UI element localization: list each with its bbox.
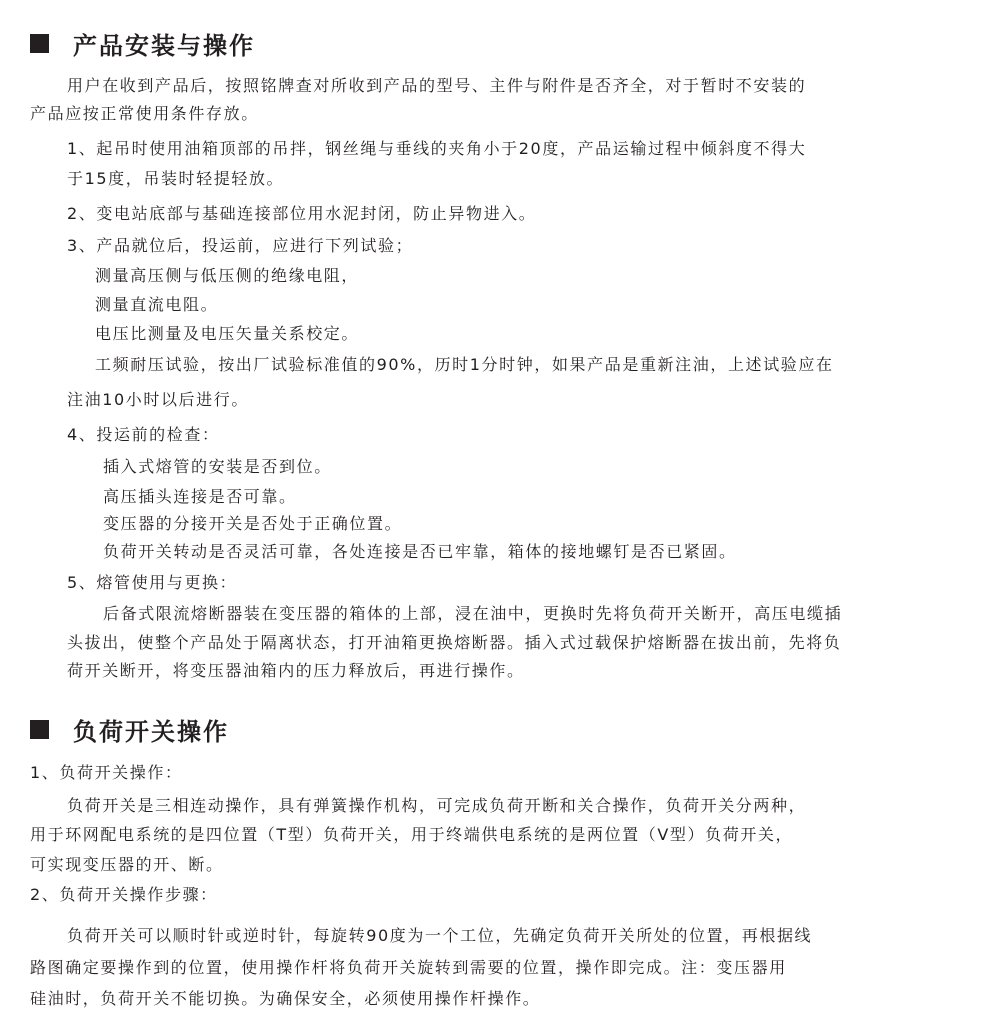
item-head: 4、投运前的检查： — [67, 425, 220, 444]
item-head: 1、负荷开关操作： — [30, 763, 183, 782]
item-para: 工频耐压试验，按出厂试验标准值的90%，历时1分时钟，如果产品是重新注油，上述试验应在 — [95, 355, 834, 374]
item-para: 负荷开关是三相连动操作，具有弹簧操作机构，可完成负荷开断和关合操作，负荷开关分两种， — [67, 796, 807, 815]
item-para: 后备式限流熔断器装在变压器的箱体的上部，浸在油中，更换时先将负荷开关断开，高压电缆插 — [103, 604, 843, 623]
item-para: 注油10小时以后进行。 — [67, 390, 249, 409]
section-heading-switch — [30, 714, 229, 744]
item-line: 2、变电站底部与基础连接部位用水泥封闭，防止异物进入。 — [67, 204, 537, 223]
item-subline: 电压比测量及电压矢量关系校定。 — [95, 324, 360, 343]
item-para: 用于环网配电系统的是四位置（T型）负荷开关，用于终端供电系统的是两位置（V型）负荷开关， — [30, 825, 794, 844]
heading-square-icon — [30, 34, 49, 53]
item-subline: 测量直流电阻。 — [95, 295, 219, 314]
item-head: 3、产品就位后，投运前，应进行下列试验； — [67, 236, 414, 255]
item-para: 可实现变压器的开、断。 — [30, 855, 224, 874]
item-para: 硅油时，负荷开关不能切换。为确保安全，必须使用操作杆操作。 — [30, 989, 541, 1008]
item-para: 负荷开关可以顺时针或逆时针，每旋转90度为一个工位，先确定负荷开关所处的位置，再根据线 — [67, 926, 813, 945]
item-line: 1、起吊时使用油箱顶部的吊拌，钢丝绳与垂线的夹角小于20度，产品运输过程中倾斜度不得大 — [67, 139, 807, 158]
item-line: 于15度，吊装时轻提轻放。 — [67, 169, 285, 188]
item-para: 路图确定要操作到的位置，使用操作杆将负荷开关旋转到需要的位置，操作即完成。注：变压器用 — [30, 958, 787, 977]
item-subline: 高压插头连接是否可靠。 — [103, 487, 297, 506]
item-subline: 变压器的分接开关是否处于正确位置。 — [103, 514, 403, 533]
section-title: 负荷开关操作 — [73, 717, 229, 746]
intro-line: 产品应按正常使用条件存放。 — [30, 104, 259, 123]
item-para: 头拔出，使整个产品处于隔离状态，打开油箱更换熔断器。插入式过载保护熔断器在拔出前，先将负 — [67, 633, 842, 652]
section-title: 产品安装与操作 — [73, 31, 255, 60]
heading-square-icon — [30, 720, 49, 739]
item-subline: 负荷开关转动是否灵活可靠，各处连接是否已牢靠，箱体的接地螺钉是否已紧固。 — [103, 542, 737, 561]
item-head: 2、负荷开关操作步骤： — [30, 885, 218, 904]
item-subline: 测量高压侧与低压侧的绝缘电阻， — [95, 266, 360, 285]
item-head: 5、熔管使用与更换： — [67, 573, 238, 592]
section-heading-install — [30, 28, 255, 58]
item-subline: 插入式熔管的安装是否到位。 — [103, 457, 332, 476]
intro-line: 用户在收到产品后，按照铭牌查对所收到产品的型号、主件与附件是否齐全，对于暂时不安装的 — [67, 76, 807, 95]
item-para: 荷开关断开，将变压器油箱内的压力释放后，再进行操作。 — [67, 661, 525, 680]
